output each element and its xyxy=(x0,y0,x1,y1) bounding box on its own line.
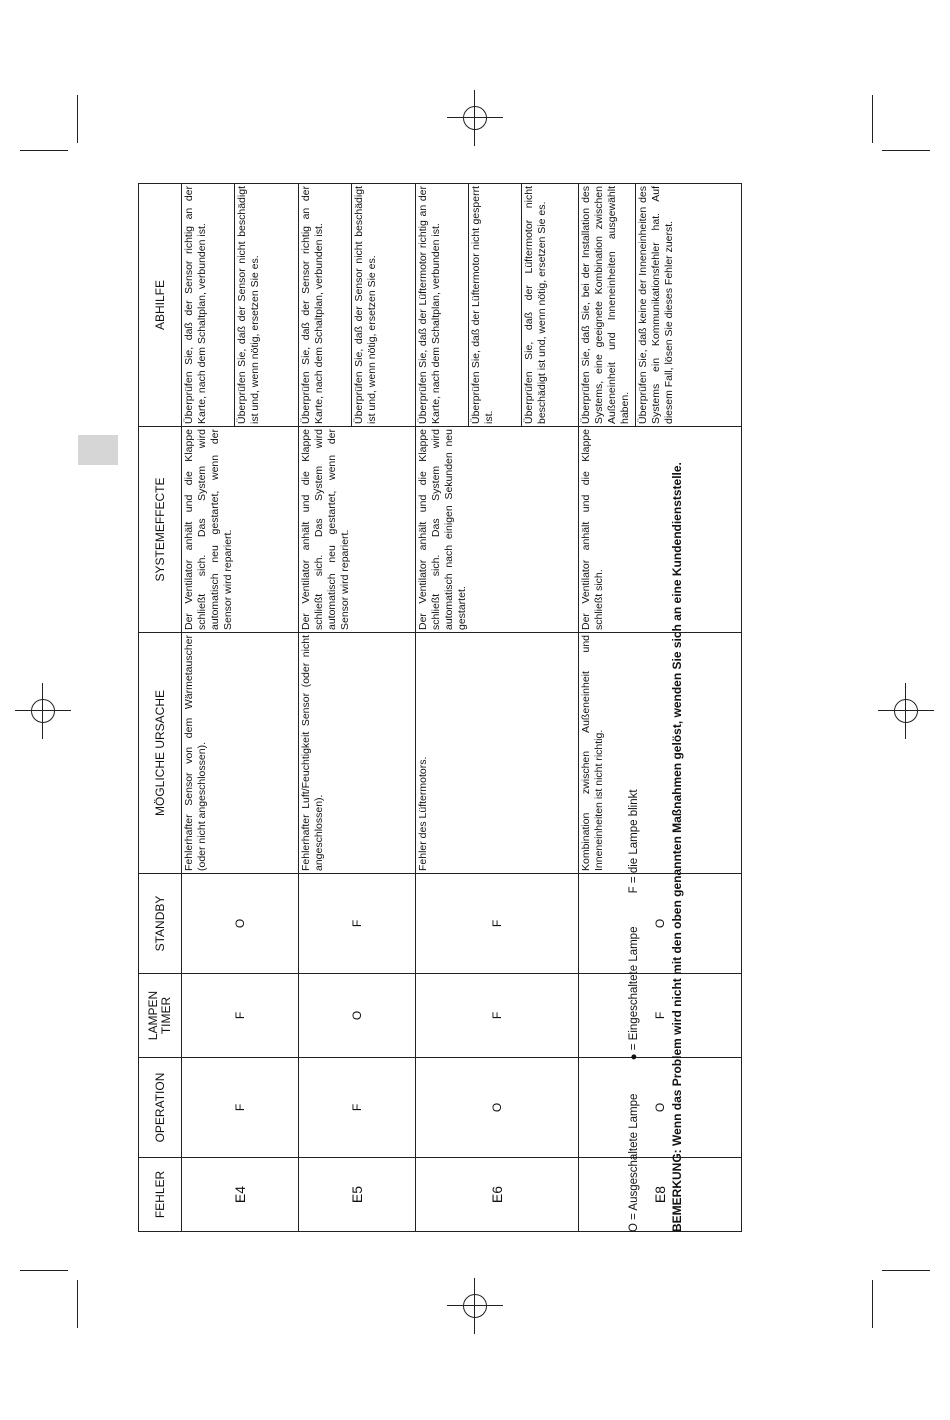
lamp-timer: F xyxy=(182,974,299,1058)
remedy-cell xyxy=(579,184,742,427)
header-standby: STANDBY xyxy=(139,874,182,974)
header-abhilfe: ABHILFE xyxy=(139,184,182,427)
remedy-item: Überprüfen Sie, daß keine der Inneneinheiten des Systems ein Kommunikationsfehler hat. Auf diesem Fall, lösen Sie dieses Fehler zuerst. xyxy=(635,184,686,426)
registration-mark xyxy=(25,693,61,729)
crop-mark xyxy=(882,1270,930,1271)
table-header-row xyxy=(139,184,182,1232)
lamp-standby: O xyxy=(579,874,742,974)
crop-mark xyxy=(20,1270,68,1271)
table-row xyxy=(579,184,742,1232)
remedy-item: Überprüfen Sie, daß der Lüftermotor nicht beschädigt ist und, wenn nötig, ersetzen Sie es. xyxy=(521,184,572,426)
remark-note: BEMERKUNG: Wenn das Problem wird nicht mit den oben genannten Maßnahmen gelöst, wenden Sie sich an eine Kundendienststelle. xyxy=(670,462,684,1232)
crop-mark xyxy=(77,95,78,143)
table-row xyxy=(299,184,416,1232)
header-ursache: MÖGLICHE URSACHE xyxy=(139,633,182,874)
lamp-timer: F xyxy=(579,974,742,1058)
possible-cause: Fehler des Lüftermotors. xyxy=(416,633,579,874)
possible-cause: Kombination zwischen Außeneinheit und Inneneinheiten ist nicht richtig. xyxy=(579,633,742,874)
remedy-item: Überprüfen Sie, daß der Sensor nicht beschädigt ist und, wenn nötig, ersetzen Sie es. xyxy=(351,184,402,426)
lamp-operation: O xyxy=(579,1058,742,1158)
lamp-standby: O xyxy=(182,874,299,974)
remedy-cell xyxy=(299,184,416,427)
registration-mark xyxy=(457,100,493,136)
crop-mark xyxy=(872,95,873,143)
section-tab xyxy=(78,435,118,465)
crop-mark xyxy=(77,1280,78,1328)
remedy-item: Überprüfen Sie, daß Sie, bei der Installation des Systems, eine geeignete Kombination zwischen Außeneinheit und Inneneinheiten ausgewählt haben. xyxy=(580,186,631,424)
legend-blink: F = die Lampe blinkt xyxy=(628,789,640,894)
crop-mark xyxy=(872,1280,873,1328)
lamp-timer: F xyxy=(416,974,579,1058)
remedy-item: Überprüfen Sie, daß der Sensor richtig an der Karte, nach dem Schaltplan, verbunden ist. xyxy=(183,186,208,424)
remedy-item: Überprüfen Sie, daß der Sensor richtig an der Karte, nach dem Schaltplan, verbunden ist. xyxy=(300,186,325,424)
error-table xyxy=(138,183,742,1232)
possible-cause: Fehlerhafter Luft/Feuchtigkeit Sensor (oder nicht angeschlossen). xyxy=(299,633,416,874)
header-timer-label: TIMER xyxy=(159,996,173,1035)
rotated-page-content xyxy=(138,182,768,1232)
legend-off: O = Ausgeschaltete Lampe xyxy=(628,1093,640,1232)
lamp-operation: F xyxy=(299,1058,416,1158)
error-code: E8 xyxy=(579,1158,742,1232)
crop-mark xyxy=(882,150,930,151)
lamp-legend xyxy=(628,759,640,1232)
header-lampen: LAMPEN xyxy=(146,990,160,1041)
system-effect: Der Ventilator anhält und die Klappe schließt sich. Das System wird automatisch nach einigen Sekunden neu gestartet. xyxy=(416,427,579,633)
remedy-cell xyxy=(416,184,579,427)
registration-mark xyxy=(457,1288,493,1324)
registration-mark xyxy=(888,693,924,729)
lamp-operation: O xyxy=(416,1058,579,1158)
table-row xyxy=(416,184,579,1232)
possible-cause: Fehlerhafter Sensor von dem Wärmetauscher (oder nicht angeschlossen). xyxy=(182,633,299,874)
remedy-cell xyxy=(182,184,299,427)
error-code: E6 xyxy=(416,1158,579,1232)
header-operation: OPERATION xyxy=(139,1058,182,1158)
remedy-item: Überprüfen Sie, daß der Lüftermotor richtig an der Karte, nach dem Schaltplan, verbunden ist. xyxy=(417,186,442,424)
crop-mark xyxy=(20,150,68,151)
system-effect: Der Ventilator anhält und die Klappe schließt sich. Das System wird automatisch neu gestartet, wenn der Sensor wird repariert. xyxy=(182,427,299,633)
header-effekte: SYSTEMEFFECTE xyxy=(139,427,182,633)
table-row xyxy=(182,184,299,1232)
legend-on: ● = Eingeschaltete Lampe xyxy=(628,926,640,1061)
lamp-operation: F xyxy=(182,1058,299,1158)
lamp-timer: O xyxy=(299,974,416,1058)
system-effect: Der Ventilator anhält und die Klappe schließt sich. Das System wird automatisch neu gestartet, wenn der Sensor wird repariert. xyxy=(299,427,416,633)
header-timer xyxy=(139,974,182,1058)
remedy-item: Überprüfen Sie, daß der Lüftermotor nicht gesperrt ist. xyxy=(468,184,519,426)
lamp-standby: F xyxy=(416,874,579,974)
error-code: E5 xyxy=(299,1158,416,1232)
header-fehler: FEHLER xyxy=(139,1158,182,1232)
error-code: E4 xyxy=(182,1158,299,1232)
remedy-item: Überprüfen Sie, daß der Sensor nicht beschädigt ist und, wenn nötig, ersetzen Sie es. xyxy=(234,184,285,426)
lamp-standby: F xyxy=(299,874,416,974)
system-effect: Der Ventilator anhält und die Klappe schließt sich. xyxy=(579,427,742,633)
